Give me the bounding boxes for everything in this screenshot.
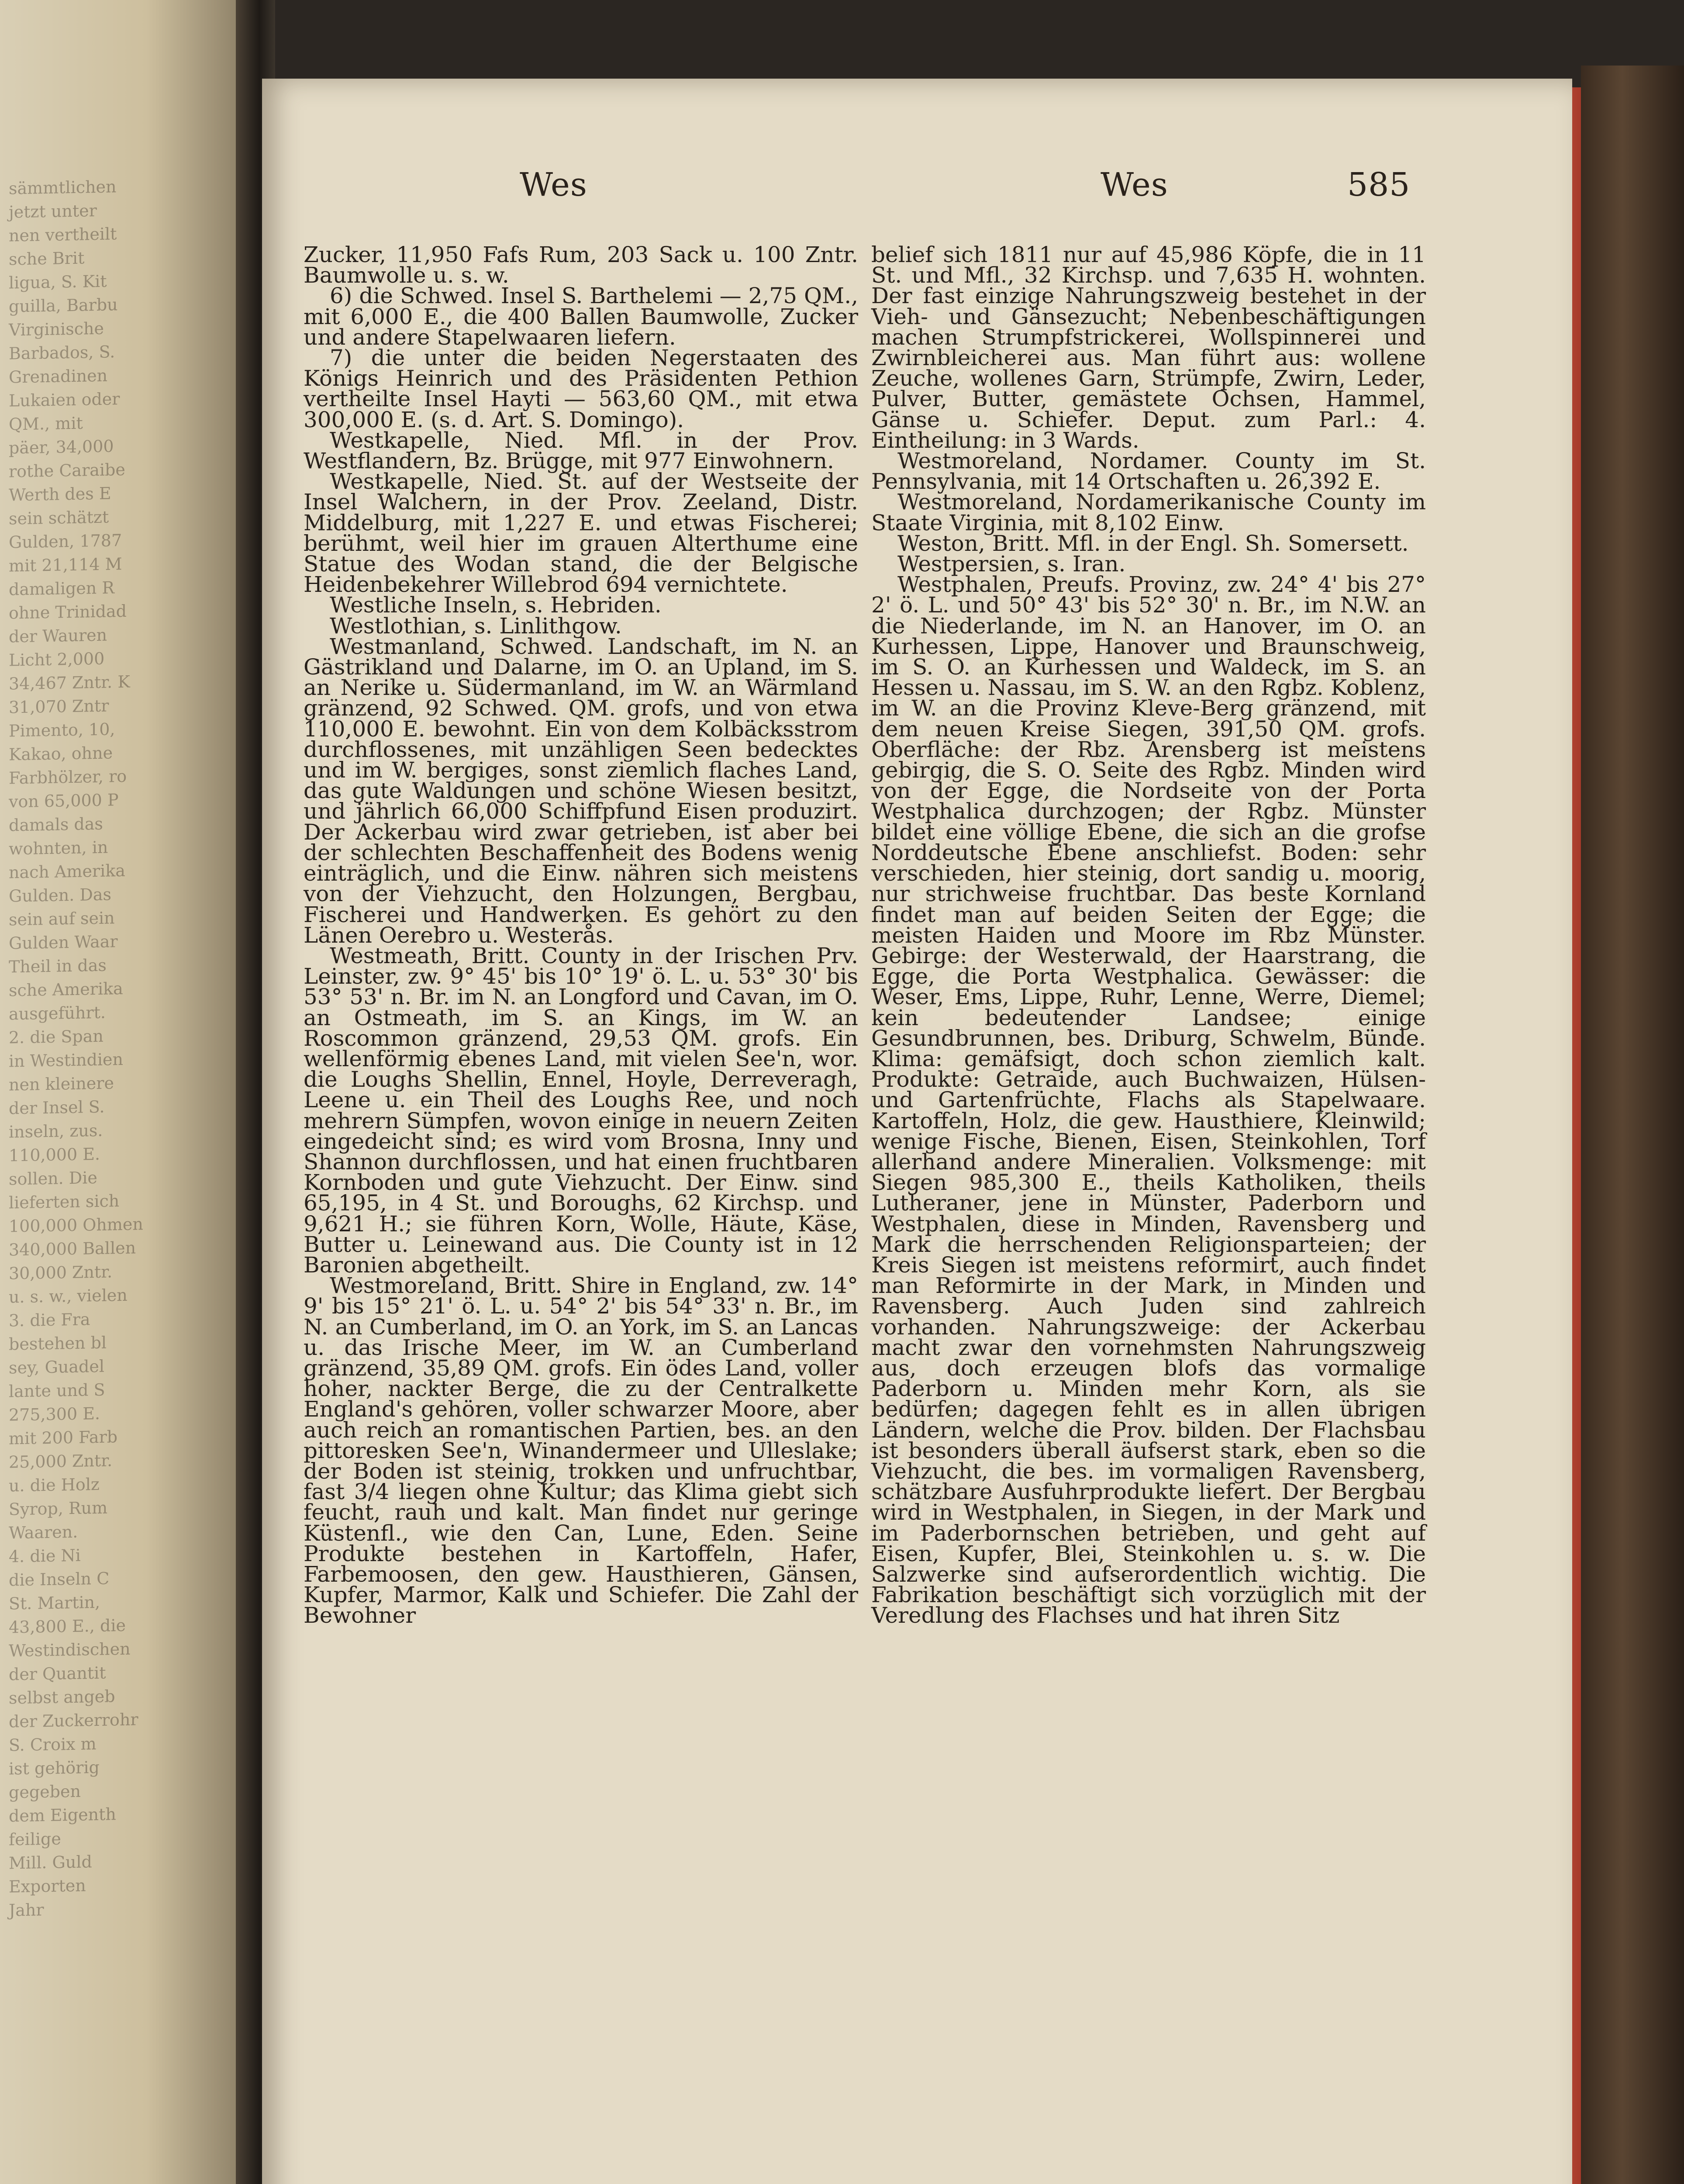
running-head-left: Wes [520,166,587,204]
facing-page-text: sämmtlichen jetzt unter nen vertheilt sche Brit ligua, S. Kit guilla, Barbu Virginische Barbados, S. Grenadinen Lukaien oder QM., mit päer, 34,000 rothe Caraibe Werth des E sein schätzt Gulden, 1787 mit 21,114 M damaligen R ohne Trinidad der Wauren Licht 2,000 34,467 Zntr. K 31,070 Zntr Pimento, 10, Kakao, ohne Farbhölzer, ro von 65,000 P damals das wohnten, in nach Amerika Gulden. Das sein auf sein Gulden Waar Theil in das sche Amerika ausgeführt. 2. die Span in Westindien nen kleinere der Insel S. inseln, zus. 110,000 E. sollen. Die lieferten sich 100,000 Ohmen 340,000 Ballen 30,000 Zntr. u. s. w., vielen 3. die Fra bestehen bl sey, Guadel lante und S 275,300 E. mit 200 Farb 25,000 Zntr. u. die Holz Syrop, Rum Waaren. 4. die Ni die Inseln C St. Martin, 43,800 E., die Westindischen der Quantit selbst angeb der Zuckerrohr S. Croix m ist gehörig gegeben dem Eigenth feilige Mill. Guld Exporten Jahr [9,177,143,1920]
right-text-column [871,242,1426,1628]
paragraph: Westmanland, Schwed. Landschaft, im N. an Gästrikland und Dalarne, im O. an Upland, im S. an Nerike u. Südermanland, im W. an Wärmland gränzend, 92 Schwed. QM. grofs, und von etwa 110,000 E. bewohnt. Ein von dem Kolbäcksstrom durchflossenes, mit unzähligen Seen bedecktes und im W. bergiges, sonst ziemlich flaches Land, das gute Waldungen und schöne Wiesen besitzt, und jährlich 66,000 Schiffpfund Eisen produzirt. Der Ackerbau wird zwar getrieben, ist aber bei der schlechten Beschaffenheit des Bodens wenig einträglich, und die Einw. nähren sich meistens von der Viehzucht, den Holzungen, Bergbau, Fischerei und Handwerken. Es gehört zu den Länen Oerebro u. Westerås. [304,633,858,948]
paragraph: Westkapelle, Nied. St. auf der Westseite der Insel Walchern, in der Prov. Zeeland, Distr. Middelburg, mit 1,227 E. und etwas Fischerei; berühmt, weil hier im grauen Alterthume eine Statue des Wodan stand, die der Belgische Heidenbekehrer Willebrod 694 vernichtete. [304,469,858,598]
paragraph: Westmeath, Britt. County in der Irischen Prv. Leinster, zw. 9° 45' bis 10° 19' ö. L. u. 53° 30' bis 53° 53' n. Br. im N. an Longford und Cavan, im O. an Ostmeath, im S. an Kings, im W. an Roscommon gränzend, 29,53 QM. grofs. Ein wellenförmig ebenes Land, mit vielen See'n, wor. die Loughs Shellin, Ennel, Hoyle, Derreveragh, Leene u. ein Theil des Loughs Ree, und noch mehrern Sümpfen, wovon einige in neuern Zeiten eingedeicht sind; es wird vom Brosna, Inny und Shannon durchflossen, und hat einen fruchtbaren Kornboden und gute Viehzucht. Der Einw. sind 65,195, in 4 St. und Boroughs, 62 Kirchsp. und 9,621 H.; sie führen Korn, Wolle, Häute, Käse, Butter u. Leinewand aus. Die County ist in 12 Baronien abgetheilt. [304,943,858,1278]
facing-page-fragment [0,0,245,2184]
book-binding-edge [1581,66,1684,2184]
left-text-column [304,242,858,1628]
paragraph: Westphalen, Preufs. Provinz, zw. 24° 4' bis 27° 2' ö. L. und 50° 43' bis 52° 30' n. Br., im N.W. an die Niederlande, im N. an Hanover, im O. an Kurhessen, Lippe, Hanover und Braunschweig, im S. O. an Kurhessen und Waldeck, im S. an Hessen u. Nassau, im S. W. an den Rgbz. Koblenz, im W. an die Provinz Kleve-Berg gränzend, mit dem neuen Kreise Siegen, 391,50 QM. grofs. Oberfläche: der Rbz. Arensberg ist meistens gebirgig, die S. O. Seite des Rgbz. Minden wird von der Egge, die Nordseite von der Porta Westphalica durchzogen; der Rgbz. Münster bildet eine völlige Ebene, die sich an die grofse Norddeutsche Ebene anschliefst. Boden: sehr verschieden, hier steinig, dort sandig u. moorig, nur strichweise fruchtbar. Das beste Kornland findet man auf beiden Seiten der Egge; die meisten Haiden und Moore im Rbz Münster. Gebirge: der Westerwald, der Haarstrang, die Egge, die Porta Westphalica. Gewässer: die Weser, Ems, Lippe, Ruhr, Lenne, Werre, Diemel; kein bedeutender Landsee; einige Gesundbrunnen, bes. Driburg, Schwelm, Bünde. Klima: gemäfsigt, doch schon ziemlich kalt. Produkte: Getraide, auch Buchwaizen, Hülsen- und Gartenfrüchte, Flachs als Stapelwaare. Kartoffeln, Holz, die gew. Hausthiere, Kleinwild; wenige Fische, Bienen, Eisen, Steinkohlen, Torf allerhand andere Mineralien. Volksmenge: mit Siegen 985,300 E., theils Katholiken, theils Lutheraner, jene in Münster, Paderborn und Westphalen, diese in Minden, Ravensberg und Mark die herrschenden Religionsparteien; der Kreis Siegen ist meistens reformirt, auch findet man Reformirte in der Mark, in Minden und Ravensberg. Auch Juden sind zahlreich vorhanden. Nahrungszweige: der Ackerbau macht zwar den vornehmsten Nahrungszweig aus, doch erzeugen blofs das vormalige Paderborn u. Minden mehr Korn, als sie bedürfen; dagegen fehlt es in allen übrigen Ländern, welche die Prov. bilden. Der Flachsbau ist besonders überall äufserst stark, eben so die Viehzucht, die bes. im vormaligen Ravensberg, schätzbare Ausfuhrprodukte liefert. Der Bergbau wird in Westphalen, in Siegen, in der Mark und im Paderbornschen betrieben, und geht auf Eisen, Kupfer, Blei, Steinkohlen u. s. w. Die Salzwerke sind aufserordentlich wichtig. Die Fabrikation beschäftigt sich vorzüglich mit der Veredlung des Flachses und hat ihren Sitz [871,572,1426,1628]
paragraph: Westkapelle, Nied. Mfl. in der Prov. Westflandern, Bz. Brügge, mit 977 Einwohnern. [304,427,858,474]
running-head-right: Wes [1101,166,1168,204]
paragraph: Westlothian, s. Linlithgow. [330,613,622,639]
paragraph: Westmoreland, Britt. Shire in England, zw. 14° 9' bis 15° 21' ö. L. u. 54° 2' bis 54° 33' n. Br., im N. an Cumberland, im O. an York, im S. an Lancas u. das Irische Meer, im W. an Cumberland gränzend, 35,89 QM. grofs. Ein ödes Land, voller hoher, nackter Berge, die zu der Centralkette England's gehören, voller schwarzer Moore, aber auch reich an romantischen Partien, bes. an den pittoresken See'n, Winandermeer und Ulleslake; der Boden ist steinig, trokken und unfruchtbar, fast 3/4 liegen ohne Kultur; das Klima giebt sich feucht, rauh und kalt. Man findet nur geringe Küstenfl., wie den Can, Lune, Eden. Seine Produkte bestehen in Kartoffeln, Hafer, Farbemoosen, den gew. Hausthieren, Gänsen, Kupfer, Marmor, Kalk und Schiefer. Die Zahl der Bewohner [304,1273,858,1628]
paragraph: 7) die unter die beiden Negerstaaten des Königs Heinrich und des Präsidenten Pethion vertheilte Insel Hayti — 563,60 QM., mit etwa 300,000 E. (s. d. Art. S. Domingo). [304,345,858,432]
paragraph: Westmoreland, Nordamer. County im St. Pennsylvania, mit 14 Ortschaften u. 26,392 E. [871,448,1426,494]
paragraph: Westmoreland, Nordamerikanische County im Staate Virginia, mit 8,102 Einw. [871,489,1426,536]
paragraph: belief sich 1811 nur auf 45,986 Köpfe, die in 11 St. und Mfl., 32 Kirchsp. und 7,635 H. wohnten. Der fast einzige Nahrungszweig bestehet in der Vieh- und Gänsezucht; Nebenbeschäftigungen machen Strumpfstrickerei, Wollspinnerei und Zwirnbleicherei aus. Man führt aus: wollene Zeuche, wollenes Garn, Strümpfe, Zwirn, Leder, Pulver, Butter, gemästete Ochsen, Hammel, Gänse u. Schiefer. Deput. zum Parl.: 4. Eintheilung: in 3 Wards. [871,242,1426,453]
paragraph: Weston, Britt. Mfl. in der Engl. Sh. Somersett. [897,530,1409,556]
page-number: 585 [1347,166,1411,204]
paragraph: Westliche Inseln, s. Hebriden. [330,592,662,618]
paragraph: Zucker, 11,950 Fafs Rum, 203 Sack u. 100 Zntr. Baumwolle u. s. w. [304,242,858,288]
paragraph: Westpersien, s. Iran. [897,551,1126,577]
paragraph: 6) die Schwed. Insel S. Barthelemi — 2,75 QM., mit 6,000 E., die 400 Ballen Baumwolle, Zucker und andere Stapelwaaren liefern. [304,283,858,350]
